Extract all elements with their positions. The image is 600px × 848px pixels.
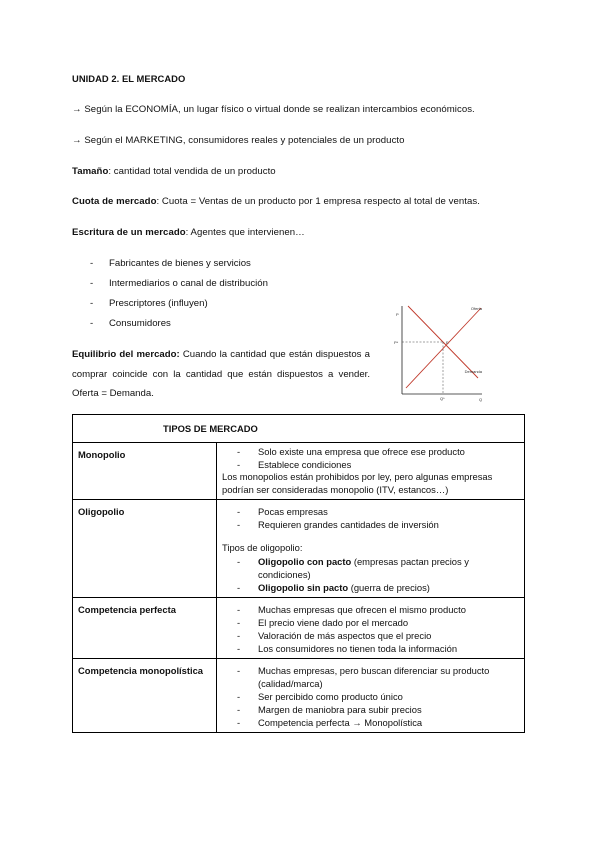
oligopolio-subtitle: Tipos de oligopolio: xyxy=(222,542,303,553)
table-header: TIPOS DE MERCADO xyxy=(73,415,525,443)
competencia-perfecta-item: Los consumidores no tienen toda la información xyxy=(258,642,458,654)
agente-prescriptores: Prescriptores (influyen) xyxy=(109,298,208,309)
price-axis-label: P xyxy=(396,312,399,317)
escritura-text: : Agentes que intervienen… xyxy=(185,227,305,238)
equilibrio-label: Equilibrio del mercado: xyxy=(72,349,180,360)
demand-label: Demanda xyxy=(464,369,482,374)
competencia-perfecta-item: El precio viene dado por el mercado xyxy=(258,616,409,628)
competencia-perfecta-item: Muchas empresas que ofrecen el mismo producto xyxy=(258,603,466,615)
table-row xyxy=(73,658,525,732)
competencia-monopolistica-item: Ser percibido como producto único xyxy=(258,690,403,702)
row-content-competencia-perfecta: - Muchas empresas que ofrecen el mismo producto - El precio viene dado por el mercado - Valoración de más aspectos que el precio - Los consumidores no tienen toda la información xyxy=(217,597,525,658)
q-eq-label: Q* xyxy=(440,396,445,401)
p-eq-label: P* xyxy=(394,340,399,345)
cuota-line xyxy=(72,196,480,207)
supply-label: Oferta xyxy=(470,306,482,311)
document-page: UNIDAD 2. EL MERCADO → Según la ECONOMÍA, un lugar físico o virtual donde se realizan intercambios económicos. → Según el MARKETING, consumidores reales y potenciales de un producto Tamaño: cantidad total vendida de un producto Cuota de mercado: Cuota = Ventas de un producto por 1 empresa respecto al total de ventas. Escritura de un mercado: Agentes que intervienen… - Fabricantes de bienes y servicios - Intermediarios o canal de distribución - Prescriptores (influyen) - Consumidores Equilibrio del mercado: Cuando la cantidad que están dispuestos a comprar coincide con la cantidad que están dispuestos a vender. Oferta = Demanda. Oferta Demanda P Q P* Q* E TIPOS DE MERCADO Monopolio - Solo existe una empresa que ofrece ese producto - Establece condiciones Los monopolios están prohibidos por ley, pero algunas empresas podrían ser consideradas monopolio (ITV, estancos…) Oligopolio - Pocas empresas - Requieren grandes cantidades de inversión Tipos de oligopolio: - Oligopolio con pacto (empresas pactan precios y condiciones) - Oligopolio sin pacto (guerra de precios) Competencia perfecta - Muchas empresas que ofrecen el mismo producto - El precio viene dado por el mercado - Valoración de más aspectos que el precio - Los consumidores no tienen toda la información Competencia monopolística - Muchas empresas, pero buscan diferenciar su producto (calidad/marca) - Ser percibido como producto único - Margen de maniobra para subir precios - Competencia perfecta → Monopolística xyxy=(0,0,600,848)
oligopolio-item: Requieren grandes cantidades de inversión xyxy=(258,519,439,530)
row-content-competencia-monopolistica: - Muchas empresas, pero buscan diferenciar su producto (calidad/marca) - Ser percibido como producto único - Margen de maniobra para subir precios - Competencia perfecta → Monopolística xyxy=(217,658,525,732)
cuota-label: Cuota de mercado xyxy=(72,196,157,207)
row-name-monopolio: Monopolio xyxy=(73,443,217,500)
monopolio-note: Los monopolios están prohibidos por ley, pero algunas empresas podrían ser consideradas monopolio (ITV, estancos…) xyxy=(222,471,493,495)
competencia-monopolistica-item: Muchas empresas, pero buscan diferenciar su producto (calidad/marca) xyxy=(258,664,490,689)
table-header-row xyxy=(73,415,525,443)
row-content-monopolio: - Solo existe una empresa que ofrece ese producto - Establece condiciones Los monopolios están prohibidos por ley, pero algunas empresas podrían ser consideradas monopolio (ITV, estancos…) xyxy=(217,443,525,500)
page-title: UNIDAD 2. EL MERCADO xyxy=(72,73,186,84)
escritura-line xyxy=(72,227,305,238)
tamano-line xyxy=(72,166,276,177)
definition-marketing: → Según el MARKETING, consumidores reales y potenciales de un producto xyxy=(72,135,405,146)
row-name-competencia-monopolistica: Competencia monopolística xyxy=(73,658,217,732)
definition-economia: → Según la ECONOMÍA, un lugar físico o virtual donde se realizan intercambios económicos. xyxy=(72,104,475,115)
table-row xyxy=(73,500,525,598)
competencia-monopolistica-item: Competencia perfecta → Monopolística xyxy=(258,716,423,728)
agente-consumidores: Consumidores xyxy=(109,318,171,329)
tamano-label: Tamaño xyxy=(72,166,109,177)
escritura-label: Escritura de un mercado xyxy=(72,227,186,238)
supply-demand-graph xyxy=(386,302,486,402)
monopolio-item: Solo existe una empresa que ofrece ese producto xyxy=(258,446,465,457)
eq-point-label: E xyxy=(446,340,449,345)
agente-intermediarios: Intermediarios o canal de distribución xyxy=(109,278,268,289)
monopolio-item: Establece condiciones xyxy=(258,459,352,470)
competencia-monopolistica-item: Margen de maniobra para subir precios xyxy=(258,703,422,715)
equilibrio-text: Cuando la cantidad que están dispuestos a comprar coincide con la cantidad que están dispuestos a vender. Oferta = Demanda. xyxy=(72,349,370,399)
agente-fabricantes: Fabricantes de bienes y servicios xyxy=(109,258,251,269)
quantity-axis-label: Q xyxy=(479,397,483,402)
row-name-oligopolio: Oligopolio xyxy=(73,500,217,598)
table-row xyxy=(73,597,525,658)
oligopolio-item: Pocas empresas xyxy=(258,506,328,517)
competencia-perfecta-item: Valoración de más aspectos que el precio xyxy=(258,629,432,641)
oligopolio-type: Oligopolio sin pacto (guerra de precios) xyxy=(258,581,430,593)
tipos-mercado-table xyxy=(72,414,525,733)
equilibrio-paragraph xyxy=(72,345,370,404)
row-content-oligopolio: - Pocas empresas - Requieren grandes cantidades de inversión Tipos de oligopolio: - Oligopolio con pacto (empresas pactan precios y condiciones) - Oligopolio sin pacto (guerra de precios) xyxy=(217,500,525,598)
supply-curve xyxy=(406,308,481,388)
row-name-competencia-perfecta: Competencia perfecta xyxy=(73,597,217,658)
oligopolio-type: Oligopolio con pacto (empresas pactan precios y condiciones) xyxy=(258,555,469,580)
table-row xyxy=(73,443,525,500)
cuota-text: : Cuota = Ventas de un producto por 1 empresa respecto al total de ventas. xyxy=(156,196,480,207)
tamano-text: : cantidad total vendida de un producto xyxy=(108,166,276,177)
